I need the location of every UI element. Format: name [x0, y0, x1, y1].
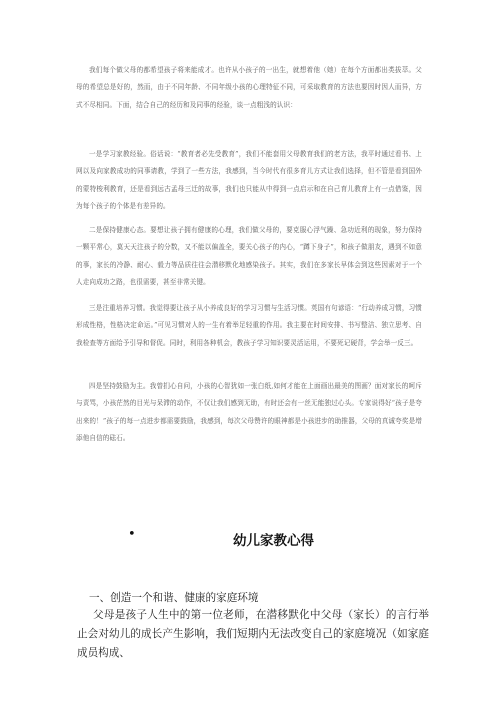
section-title: 幼儿家教心得	[233, 533, 314, 549]
bullet-icon: •	[128, 527, 136, 542]
paragraph-2: 二是保持健康心态。要想让孩子拥有健康的心理，我们做父母的，要克服心浮气躁、急功近利的现象，努力保持一颗平常心，莫天天注孩子的分数，又不能以偏盖全，要关心孩子的内心，“蹲下身子”，和孩子做朋友，遇到不如意的事，家长的冷静、耐心、毅力等品质往往会潜移默化地感染孩子。其实，我们在多家长早体会到这些因素对于一个人走向成功之路，也很需要，甚至非常关键。	[76, 226, 422, 287]
paragraph-3: 三是注重培养习惯。我觉得要让孩子从小养成良好的学习习惯与生活习惯。英国有句谚语：“行动养成习惯，习惯形成性格，性格决定命运。”可见习惯对人的一生有着举足轻重的作用。我主要在时间安排、书写整洁、独立思考、自我检查等方面给予引导和督促。同时，利用各种机会，教孩子学习知识要灵活运用，不要死记硬背，学会举一反三。	[76, 304, 422, 347]
paragraph-4: 四是坚持鼓励为主。我曾扪心自问，小孩的心智犹如一张白纸,如何才能在上面画出最美的图画？面对家长的呵斥与责骂，小孩茫然的目光与呆滞的动作，不仅让我们感到无助，有时还会有一丝无能独过心头。专家说得好“孩子是夸出来的！”孩子的每一点进步都需要鼓励，我感到，每次父母赞许的眼神都是小孩进步的助推器，父母的真诚夸奖是增添他自信的砝石。	[76, 382, 422, 443]
intro-paragraph: 我们每个做父母的都希望孩子将来能成才。也许从小孩子的一出生，就想着他（她）在每个方面都出类拔萃。父母的希望总是好的，然而，由于不同年龄、不同年级小孩的心理特征不同，可采取教育的方法也要因时因人而异，方式不尽相同。下面，结合自己的经历和及同事的经验，谈一点粗浅的认识：	[76, 66, 422, 109]
section-body: 父母是孩子人生中的第一位老师，在潜移默化中父母（家长）的言行举止会对幼儿的成长产生影响，我们短期内无法改变自己的家庭境况（如家庭成员构成、	[77, 609, 429, 659]
subheading: 一、创造一个和谐、健康的家庭环境	[89, 592, 259, 604]
paragraph-1: 一是学习家教经验。俗话说：“教育者必先受教育”，我们不能套用父母教育我们的老方法，我平时通过看书、上网以及向家教成功的同事请教，学到了一些方法，我感到，当今时代有很多育儿方式让我们选择，但不管是看到国外的蒙特梭利教育，还是看到远古孟母三迁的故事，我们也只能从中得到一点启示和在自己育儿教育上有一点借鉴，因为每个孩子的个体是有差异的。	[76, 150, 422, 211]
